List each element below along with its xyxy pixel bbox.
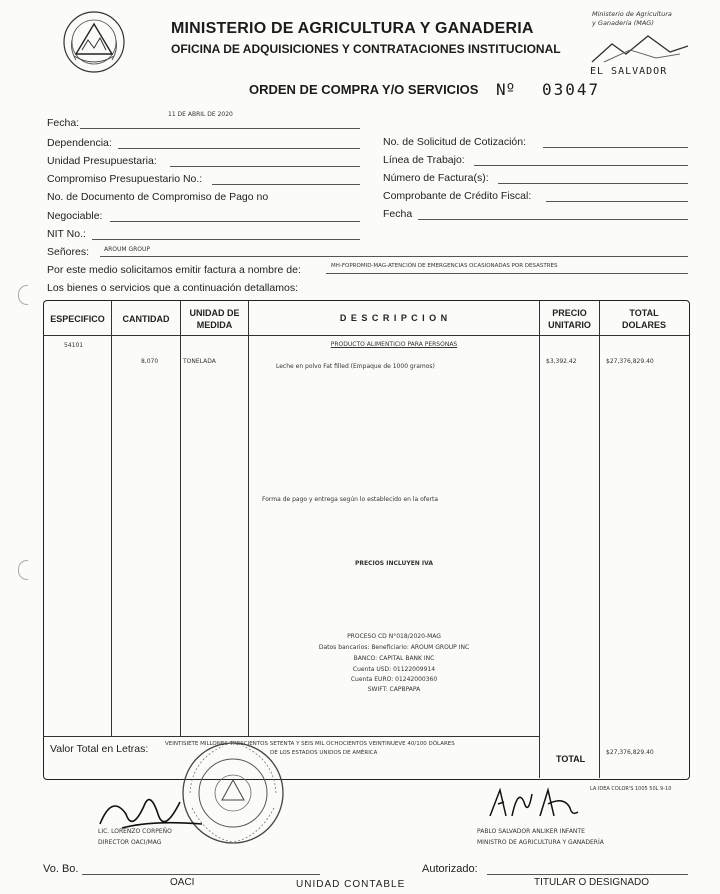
left-signer-name: LIC. LORENZO CORPEÑO bbox=[98, 828, 172, 835]
doc-compromiso-label: No. de Documento de Compromiso de Pago no bbox=[47, 191, 269, 203]
desc-iva: PRECIOS INCLUYEN IVA bbox=[354, 560, 434, 567]
fecha2-label: Fecha bbox=[383, 208, 413, 220]
right-signature bbox=[484, 782, 584, 826]
header-precio-1: PRECIO bbox=[552, 308, 587, 318]
senores-value: AROUM GROUP bbox=[104, 246, 151, 253]
order-number: 03047 bbox=[542, 80, 601, 99]
desc-pago: Forma de pago y entrega según lo establecido en la oferta bbox=[262, 496, 439, 503]
header-cantidad: CANTIDAD bbox=[122, 314, 170, 324]
binder-hole-bottom bbox=[18, 560, 28, 580]
total-label: TOTAL bbox=[556, 754, 586, 764]
desc-bank-2: BANCO: CAPITAL BANK INC bbox=[353, 655, 435, 662]
factura-label: Número de Factura(s): bbox=[383, 172, 489, 184]
autorizado-line[interactable] bbox=[487, 874, 688, 875]
items-table bbox=[43, 300, 690, 780]
emitir-value: MH-FOPROMID-MAG-ATENCIÓN DE EMERGENCIAS OCASIONADAS POR DESASTRES bbox=[331, 263, 558, 269]
cell-total: $27,376,829.40 bbox=[606, 358, 654, 365]
desc-item: Leche en polvo Fat filled (Empaque de 1000 gramos) bbox=[276, 363, 435, 370]
total-value: $27,376,829.40 bbox=[606, 749, 654, 756]
print-note: LA IDEA COLOR'S 1005 50L 9-10 bbox=[590, 786, 672, 792]
table-body-bottom bbox=[43, 736, 539, 737]
emitir-label: Por este medio solicitamos emitir factura a nombre de: bbox=[47, 264, 301, 276]
logo-country: EL SALVADOR bbox=[590, 66, 668, 77]
right-signer-title: MINISTRO DE AGRICULTURA Y GANADERÍA bbox=[477, 839, 604, 846]
binder-hole-top bbox=[18, 285, 28, 305]
solicitud-label: No. de Solicitud de Cotización: bbox=[383, 136, 526, 148]
desc-bank-4: Cuenta EURO: 01242000360 bbox=[350, 676, 438, 683]
col-divider-4 bbox=[539, 300, 540, 778]
table-header-divider bbox=[43, 335, 689, 336]
senores-label: Señores: bbox=[47, 246, 90, 258]
bienes-label: Los bienes o servicios que a continuación detallamos: bbox=[47, 282, 298, 294]
desc-bank-1: Datos bancarios: Beneficiario: AROUM GROUP INC bbox=[318, 644, 470, 651]
left-signer-title: DIRECTOR OACI/MAG bbox=[98, 839, 162, 846]
negociable-label: Negociable: bbox=[47, 210, 103, 222]
desc-bank-5: SWIFT: CAPBPAPA bbox=[367, 686, 421, 693]
coat-of-arms-seal bbox=[62, 10, 126, 74]
header-unidad-2: MEDIDA bbox=[196, 320, 233, 330]
senores-line[interactable] bbox=[100, 256, 688, 257]
nit-line[interactable] bbox=[92, 239, 360, 240]
header-total-2: DOLARES bbox=[621, 320, 666, 330]
letras-label: Valor Total en Letras: bbox=[50, 743, 149, 755]
negociable-line[interactable] bbox=[110, 221, 360, 222]
dependencia-line[interactable] bbox=[118, 148, 360, 149]
oaci-label: OACI bbox=[170, 877, 195, 888]
nit-label: NIT No.: bbox=[47, 228, 86, 240]
fecha-line[interactable] bbox=[80, 128, 360, 129]
titular-label: TITULAR O DESIGNADO bbox=[534, 877, 650, 888]
right-signer-name: PABLO SALVADOR ANLIKER INFANTE bbox=[477, 828, 585, 835]
mag-logo-icon bbox=[590, 32, 690, 66]
col-divider-5 bbox=[599, 300, 600, 778]
left-signature bbox=[92, 784, 212, 844]
col-divider-2 bbox=[180, 300, 181, 736]
linea-line[interactable] bbox=[474, 165, 688, 166]
header-descripcion: D E S C R I P C I O N bbox=[339, 313, 449, 323]
vobo-line[interactable] bbox=[82, 874, 320, 875]
fecha-value: 11 DE ABRIL DE 2020 bbox=[168, 111, 233, 118]
comprobante-label: Comprobante de Crédito Fiscal: bbox=[383, 190, 532, 202]
cell-unidad: TONELADA bbox=[183, 358, 216, 365]
linea-label: Línea de Trabajo: bbox=[383, 154, 465, 166]
desc-title: PRODUCTO ALIMENTICIO PARA PERSONAS bbox=[330, 341, 458, 348]
unidad-presupuestaria-line[interactable] bbox=[170, 166, 360, 167]
unidad-presupuestaria-label: Unidad Presupuestaria: bbox=[47, 155, 157, 167]
solicitud-line[interactable] bbox=[543, 147, 688, 148]
number-prefix: Nº bbox=[496, 80, 516, 99]
letras-value-1: VEINTISIETE MILLONES TRESCIENTOS SETENTA Y SEIS MIL OCHOCIENTOS VEINTINUEVE 40/100 DÓLARES bbox=[165, 741, 455, 747]
compromiso-label: Compromiso Presupuestario No.: bbox=[47, 173, 203, 185]
dependencia-label: Dependencia: bbox=[47, 137, 112, 149]
ministry-title: MINISTERIO DE AGRICULTURA Y GANADERIA bbox=[171, 20, 534, 37]
header-unidad-1: UNIDAD DE bbox=[189, 308, 240, 318]
header-especifico: ESPECIFICO bbox=[50, 314, 105, 324]
fecha2-line[interactable] bbox=[418, 219, 688, 220]
cell-cantidad: 8,070 bbox=[141, 358, 159, 365]
comprobante-line[interactable] bbox=[546, 201, 688, 202]
header-total-1: TOTAL bbox=[629, 308, 659, 318]
desc-proceso: PROCESO CD N°018/2020-MAG bbox=[347, 633, 441, 640]
unidad-contable-label: UNIDAD CONTABLE bbox=[296, 879, 406, 890]
autorizado-label: Autorizado: bbox=[422, 863, 478, 875]
fecha-label: Fecha: bbox=[47, 117, 80, 129]
compromiso-line[interactable] bbox=[212, 184, 360, 185]
logo-text-1: Ministerio de Agricultura bbox=[592, 10, 672, 18]
factura-line[interactable] bbox=[498, 183, 688, 184]
cell-precio: $3,392.42 bbox=[546, 358, 577, 365]
desc-bank-3: Cuenta USD: 01122009914 bbox=[352, 666, 436, 673]
header-precio-2: UNITARIO bbox=[548, 320, 591, 330]
letras-value-2: DE LOS ESTADOS UNIDOS DE AMÉRICA bbox=[270, 750, 378, 756]
document-title: ORDEN DE COMPRA Y/O SERVICIOS bbox=[249, 82, 479, 97]
col-divider-1 bbox=[111, 300, 112, 736]
logo-text-2: y Ganadería (MAG) bbox=[592, 19, 654, 27]
office-subtitle: OFICINA DE ADQUISICIONES Y CONTRATACIONES INSTITUCIONAL bbox=[171, 42, 561, 56]
emitir-line[interactable] bbox=[326, 273, 688, 274]
vobo-label: Vo. Bo. bbox=[43, 863, 79, 875]
cell-especifico: 54101 bbox=[64, 342, 84, 349]
